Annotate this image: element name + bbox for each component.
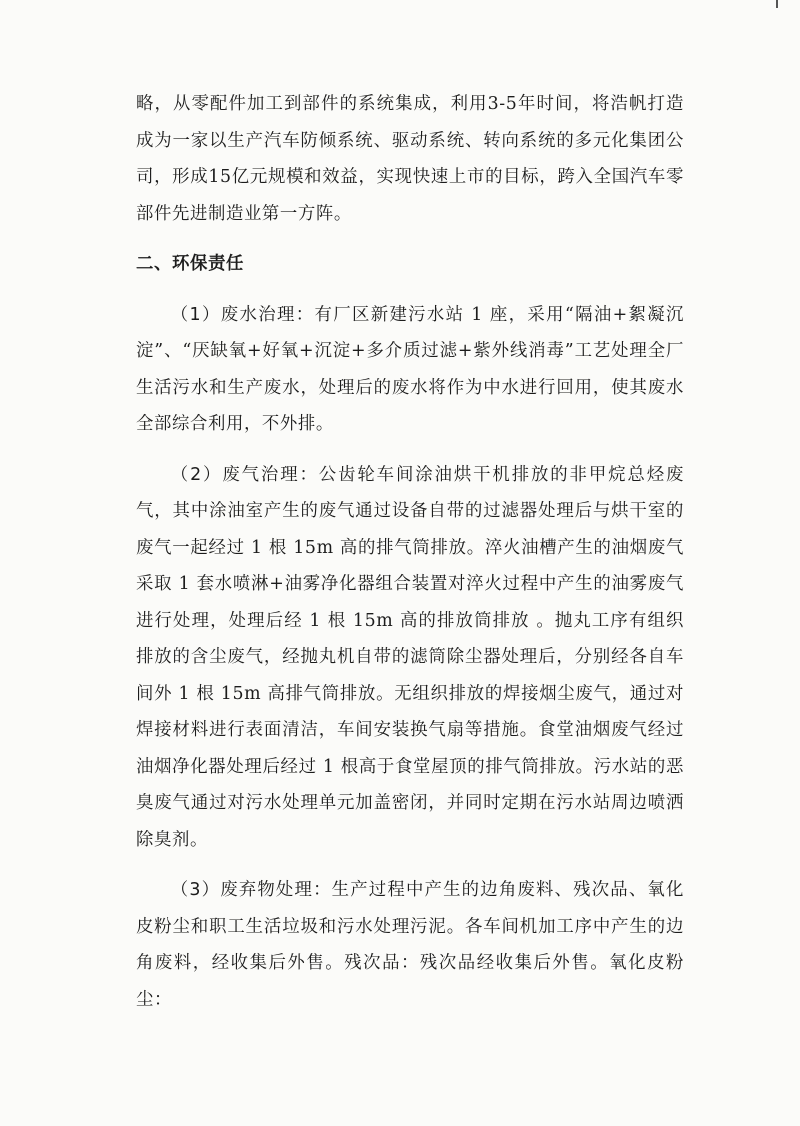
waste-disposal-paragraph xyxy=(136,872,684,1018)
section-heading-environmental-responsibility: 二、环保责任 xyxy=(136,254,244,274)
page-corner-mark xyxy=(776,0,778,8)
wastewater-treatment-text: 有厂区新建污水站 1 座，采用“隔油+絮凝沉淀”、“厌缺氧+好氧+沉淀+多介质过滤+紫外线消毒”工艺处理全厂生活污水和生产废水，处理后的废水将作为中水进行回用，使其废水全部综合利用，不外排。 xyxy=(136,304,684,434)
waste-disposal-text: 生产过程中产生的边角废料、残次品、氧化皮粉尘和职工生活垃圾和污水处理污泥。各车间机加工序中产生的边角废料，经收集后外售。残次品：残次品经收集后外售。氧化皮粉尘： xyxy=(136,880,685,1010)
document-body xyxy=(136,86,684,1032)
exhaust-gas-treatment-text: 公齿轮车间涂油烘干机排放的非甲烷总烃废气，其中涂油室产生的废气通过设备自带的过滤器处理后与烘干室的废气一起经过 1 根 15m 高的排气筒排放。淬火油槽产生的油烟废气采取 1 套水喷淋+油雾净化器组合装置对淬火过程中产生的油雾废气进行处理，处理后经 1 根 15m 高的排放筒排放 。抛丸工序有组织排放的含尘废气，经抛丸机自带的滤筒除尘器处理后，分别经各自车间外 1 根 15m 高排气筒排放。无组织排放的焊接烟尘废气，通过对焊接材料进行表面清洁，车间安装换气扇等措施。食堂油烟废气经过油烟净化器处理后经过 1 根高于食堂屋顶的排气筒排放。污水站的恶臭废气通过对污水处理单元加盖密闭，并同时定期在污水站周边喷洒除臭剂。 xyxy=(136,464,684,850)
waste-disposal-label: （3）废弃物处理： xyxy=(170,880,332,900)
wastewater-treatment-label: （1）废水治理： xyxy=(170,304,315,325)
exhaust-gas-treatment-paragraph xyxy=(136,457,684,859)
wastewater-treatment-paragraph xyxy=(136,297,684,443)
intro-paragraph: 略，从零配件加工到部件的系统集成，利用3-5年时间，将浩帆打造成为一家以生产汽车防倾系统、驱动系统、转向系统的多元化集团公司，形成15亿元规模和效益，实现快速上市的目标，跨入全国汽车零部件先进制造业第一方阵。 xyxy=(136,94,684,224)
exhaust-gas-treatment-label: （2）废气治理： xyxy=(170,464,319,485)
